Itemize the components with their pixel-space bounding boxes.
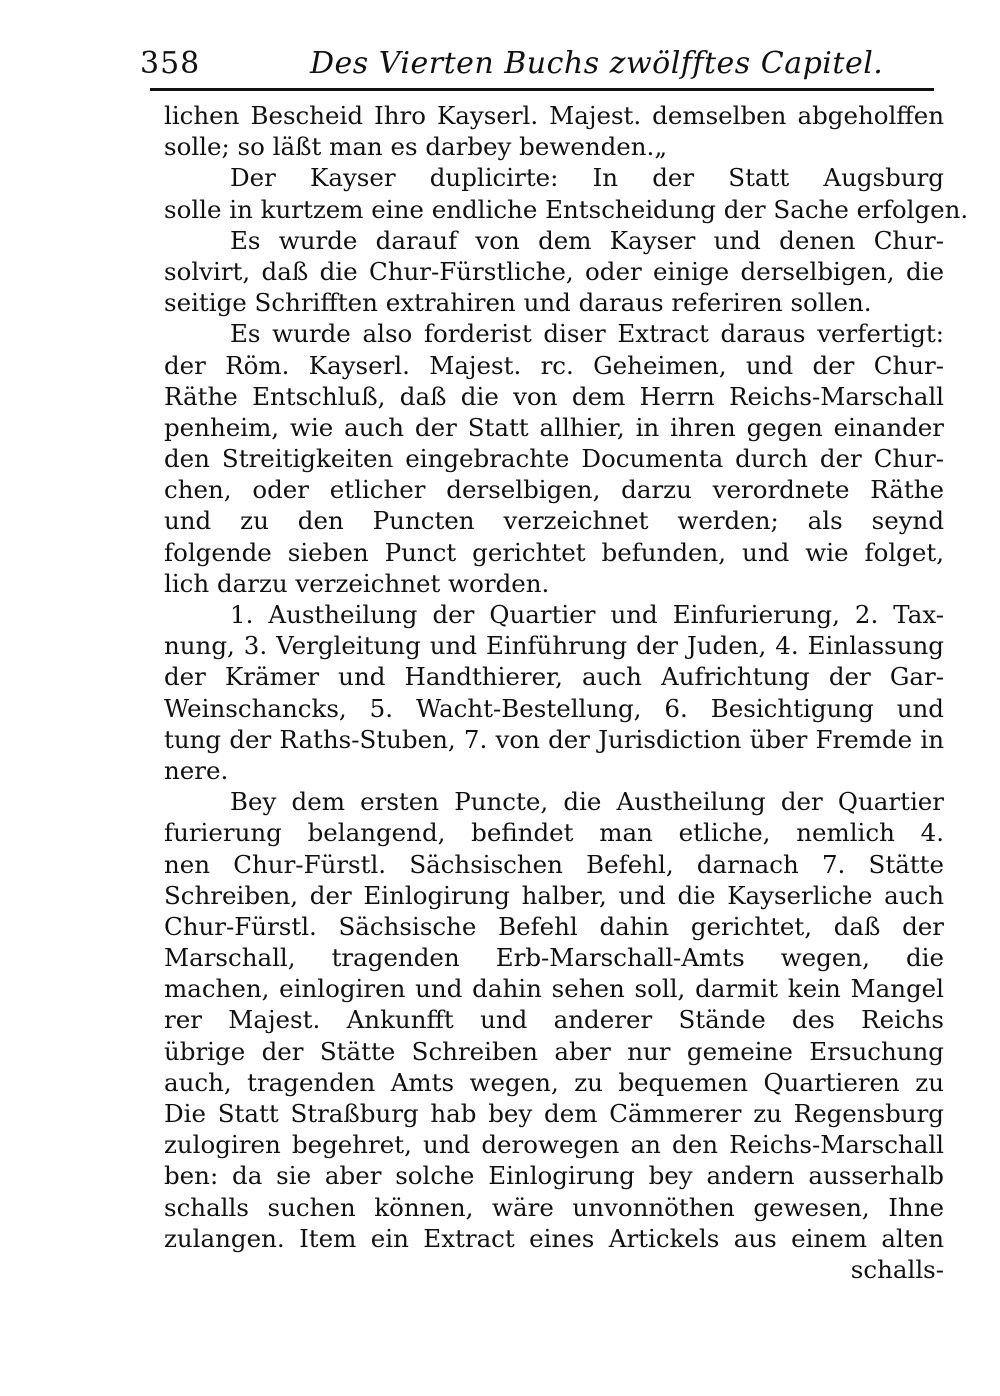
text-line: Es wurde darauf von dem Kayser und denen Chur- — [230, 225, 944, 255]
text-line: folgende sieben Punct gerichtet befunden, und wie folget, — [164, 537, 944, 567]
text-line: zulangen. Item ein Extract eines Artickels aus einem alten — [164, 1223, 944, 1253]
text-line: übrige der Stätte Schreiben aber nur gemeine Ersuchung — [164, 1036, 944, 1066]
text-line: Chur-Fürstl. Sächsische Befehl dahin gerichtet, daß der — [164, 911, 944, 941]
text-line: nung, 3. Vergleitung und Einführung der Juden, 4. Einlassung — [164, 631, 944, 661]
text-line: und zu den Puncten verzeichnet werden; als seynd — [164, 506, 944, 536]
text-line: 1. Austheilung der Quartier und Einfurierung, 2. Tax- — [230, 600, 944, 629]
text-line: chen, oder etlicher derselbigen, darzu verordnete Räthe — [164, 475, 944, 505]
text-line: Marschall, tragenden Erb-Marschall-Amts wegen, die — [164, 943, 944, 973]
text-line: furierung belangend, befindet man etliche, nemlich 4. — [164, 818, 944, 848]
text-line: zulogiren begehret, und derowegen an den Reichs-Marschall — [164, 1130, 944, 1160]
text-line: solle in kurtzem eine endliche Entscheidung der Sache erfolgen. — [164, 194, 969, 224]
catchword: schalls- — [850, 1254, 944, 1284]
text-line: den Streitigkeiten eingebrachte Documenta durch der Chur- — [164, 444, 944, 474]
text-line: der Krämer und Handthierer, auch Aufrichtung der Gar- — [164, 662, 944, 692]
page-header — [140, 40, 940, 86]
text-line: Bey dem ersten Puncte, die Austheilung der Quartier — [230, 787, 944, 817]
text-line: tung der Raths-Stuben, 7. von der Jurisdiction über Fremde in — [164, 724, 944, 754]
text-line: penheim, wie auch der Statt allhier, in ihren gegen einander — [164, 412, 944, 442]
text-line: Weinschancks, 5. Wacht-Bestellung, 6. Besichtigung und — [164, 693, 944, 723]
text-line: rer Majest. Ankunfft und anderer Stände des Reichs — [164, 1005, 944, 1035]
text-line: seitige Schrifften extrahiren und daraus referiren sollen. — [164, 288, 872, 318]
text-line: Räthe Entschluß, daß die von dem Herrn Reichs-Marschall — [164, 381, 944, 411]
page-number: 358 — [140, 46, 201, 81]
text-line: machen, einlogiren und dahin sehen soll, darmit kein Mangel — [164, 974, 944, 1004]
text-line: auch, tragenden Amts wegen, zu bequemen Quartieren zu — [164, 1067, 944, 1097]
text-line: nere. — [164, 755, 229, 785]
text-line: Es wurde also forderist diser Extract daraus verfertigt: — [230, 319, 944, 349]
header-rule — [150, 88, 934, 91]
running-head: Des Vierten Buchs zwölfftes Capitel. — [310, 46, 884, 81]
text-line: Die Statt Straßburg hab bey dem Cämmerer zu Regensburg — [164, 1099, 944, 1128]
text-line: Schreiben, der Einlogirung halber, und die Kayserliche auch — [164, 880, 944, 910]
text-line: ben: da sie aber solche Einlogirung bey andern ausserhalb — [164, 1161, 944, 1191]
text-line: nen Chur-Fürstl. Sächsischen Befehl, darnach 7. Stätte — [164, 849, 944, 879]
text-line: der Röm. Kayserl. Majest. rc. Geheimen, und der Chur- — [164, 350, 944, 380]
text-line: lichen Bescheid Ihro Kayserl. Majest. demselben abgeholffen — [164, 101, 944, 130]
text-line: schalls suchen können, wäre unvonnöthen gewesen, Ihne — [164, 1192, 944, 1222]
text-line: solle; so läßt man es darbey bewenden.„ — [164, 132, 668, 162]
text-line: lich darzu verzeichnet worden. — [164, 568, 550, 598]
body-text — [164, 100, 969, 1285]
text-line: Der Kayser duplicirte: In der Statt Augsburg — [230, 163, 944, 193]
text-line: solvirt, daß die Chur-Fürstliche, oder einige derselbigen, die — [164, 256, 944, 286]
